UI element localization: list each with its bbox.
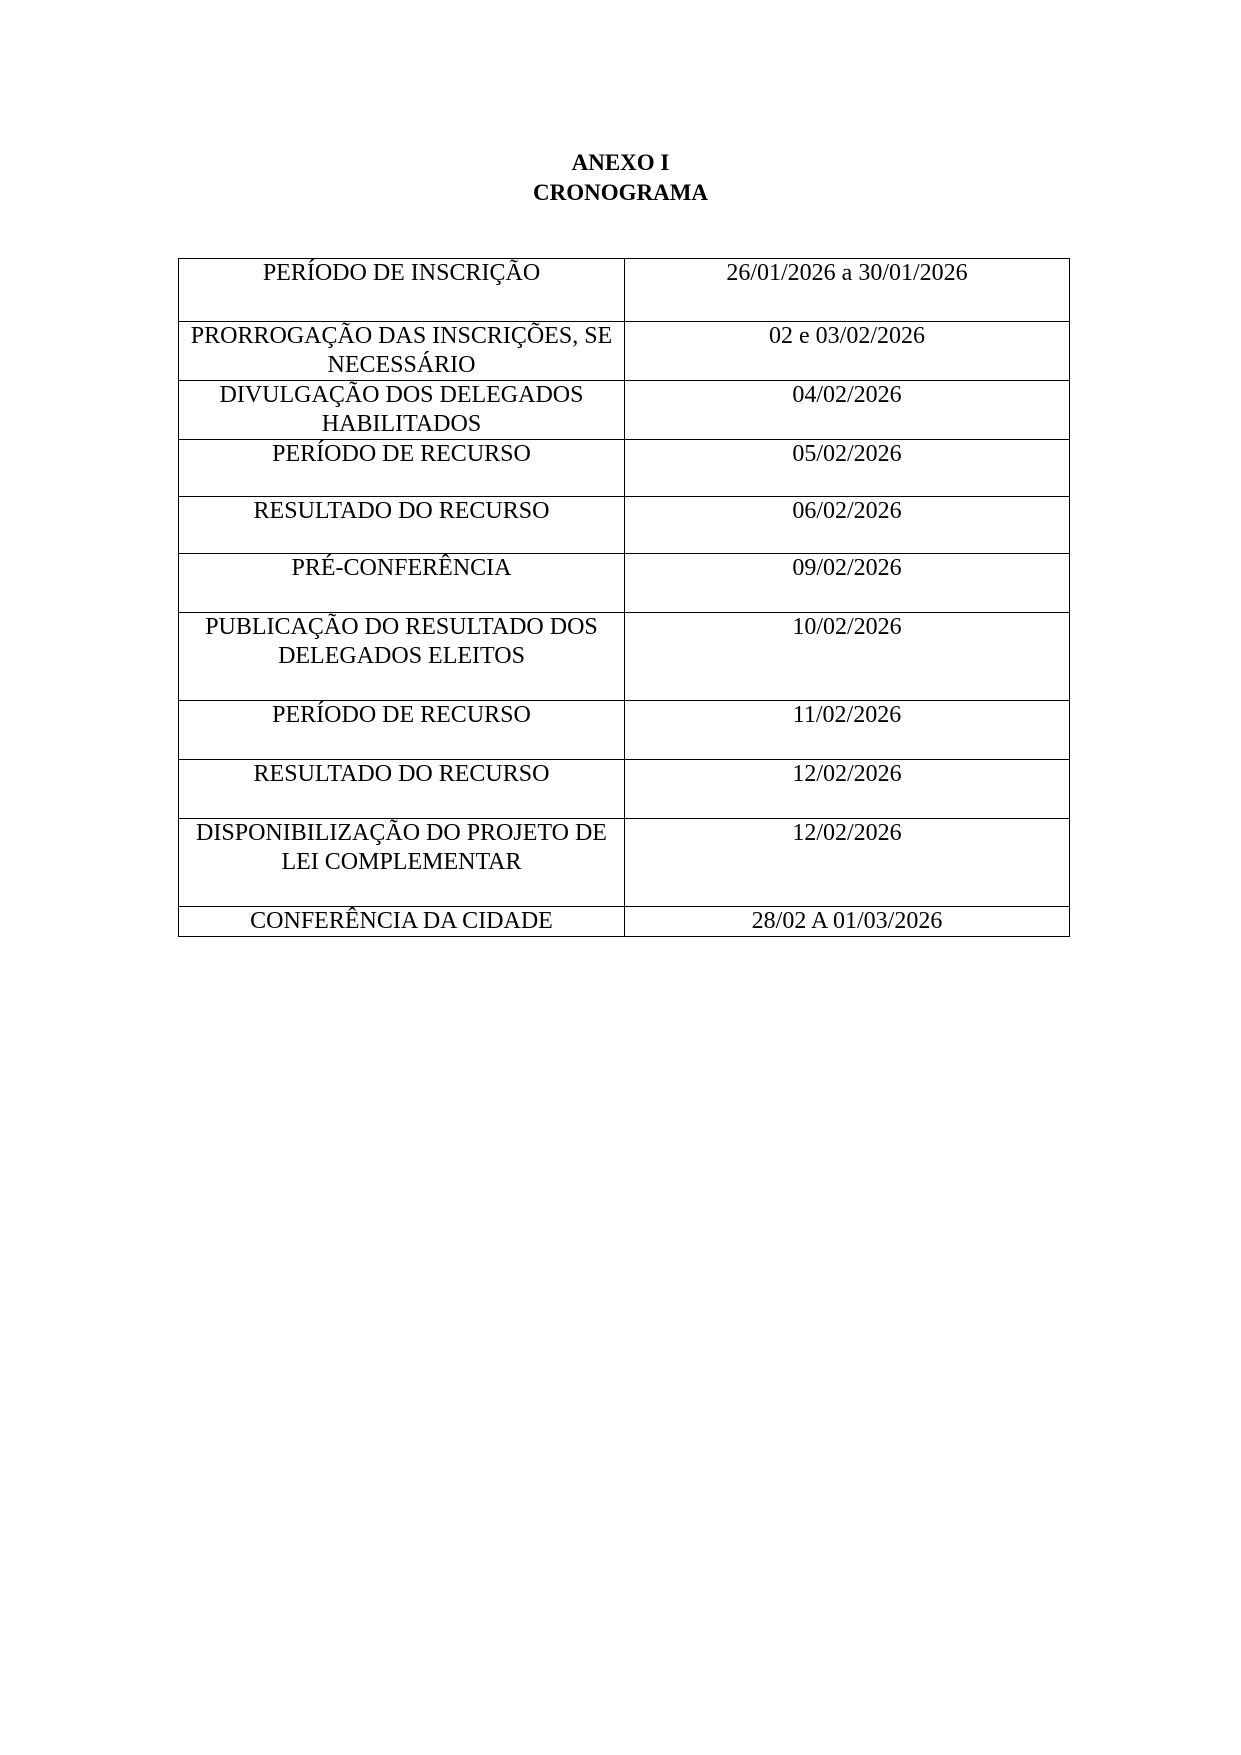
date-cell: 05/02/2026 xyxy=(625,440,1070,497)
date-cell: 04/02/2026 xyxy=(625,381,1070,440)
date-cell: 02 e 03/02/2026 xyxy=(625,322,1070,381)
table-row xyxy=(179,819,1070,907)
schedule-title: CRONOGRAMA xyxy=(532,180,709,205)
date-cell: 12/02/2026 xyxy=(625,819,1070,907)
table-row xyxy=(179,760,1070,819)
table-row xyxy=(179,440,1070,497)
event-cell: PRORROGAÇÃO DAS INSCRIÇÕES, SE NECESSÁRIO xyxy=(179,322,625,381)
event-cell: PERÍODO DE RECURSO xyxy=(179,440,625,497)
event-cell: CONFERÊNCIA DA CIDADE xyxy=(179,907,625,937)
table-row xyxy=(179,907,1070,937)
event-cell: PUBLICAÇÃO DO RESULTADO DOS DELEGADOS ELEITOS xyxy=(179,613,625,701)
date-cell: 09/02/2026 xyxy=(625,554,1070,613)
date-cell: 10/02/2026 xyxy=(625,613,1070,701)
event-cell: DIVULGAÇÃO DOS DELEGADOS HABILITADOS xyxy=(179,381,625,440)
schedule-table xyxy=(178,258,1070,937)
date-cell: 11/02/2026 xyxy=(625,701,1070,760)
table-row xyxy=(179,613,1070,701)
document-heading xyxy=(0,148,1241,208)
annex-title: ANEXO I xyxy=(571,150,670,175)
event-cell: DISPONIBILIZAÇÃO DO PROJETO DE LEI COMPLEMENTAR xyxy=(179,819,625,907)
date-cell: 28/02 A 01/03/2026 xyxy=(625,907,1070,937)
date-cell: 06/02/2026 xyxy=(625,497,1070,554)
event-cell: PRÉ-CONFERÊNCIA xyxy=(179,554,625,613)
table-row xyxy=(179,259,1070,322)
table-row xyxy=(179,497,1070,554)
date-cell: 12/02/2026 xyxy=(625,760,1070,819)
event-cell: PERÍODO DE RECURSO xyxy=(179,701,625,760)
table-row xyxy=(179,554,1070,613)
event-cell: RESULTADO DO RECURSO xyxy=(179,760,625,819)
event-cell: RESULTADO DO RECURSO xyxy=(179,497,625,554)
event-cell: PERÍODO DE INSCRIÇÃO xyxy=(179,259,625,322)
table-row xyxy=(179,381,1070,440)
date-cell: 26/01/2026 a 30/01/2026 xyxy=(625,259,1070,322)
table-row xyxy=(179,701,1070,760)
table-row xyxy=(179,322,1070,381)
